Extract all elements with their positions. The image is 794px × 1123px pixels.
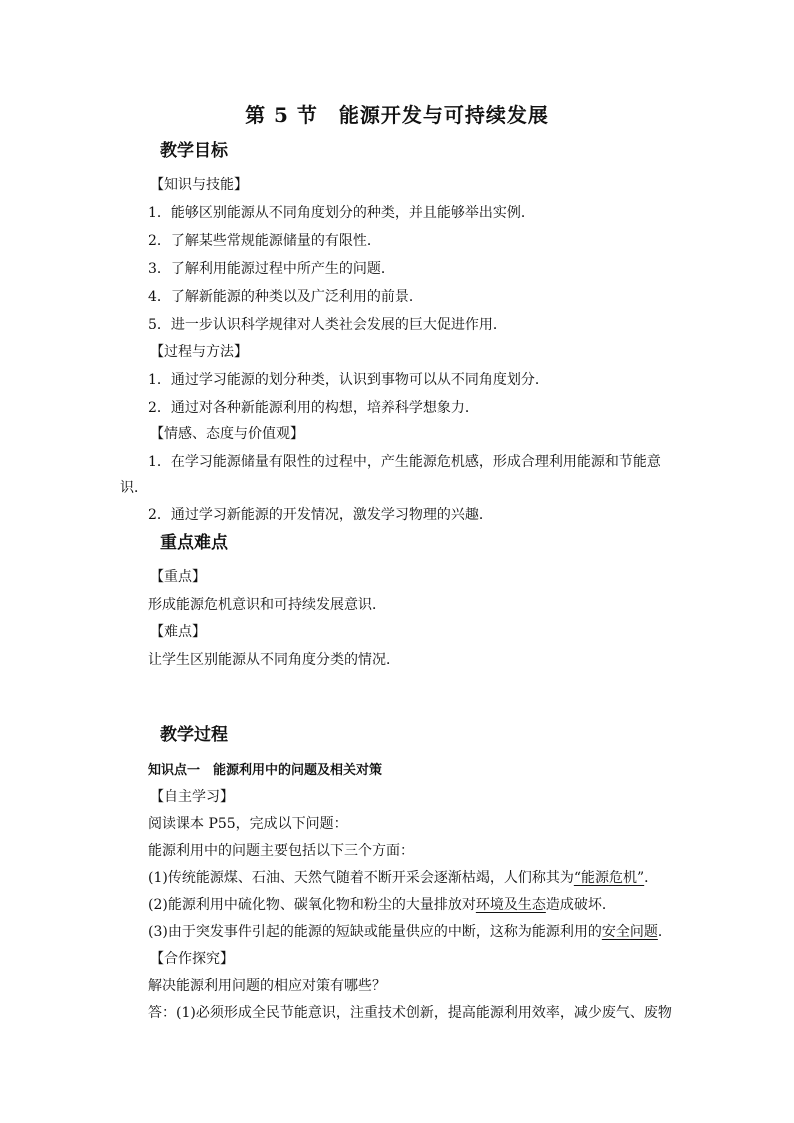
knowledge-item: 2．了解某些常规能源储量的有限性． <box>148 233 381 249</box>
process-heading: 教学过程 <box>160 725 228 745</box>
problem-1-end: ． <box>644 870 659 886</box>
key-text: 形成能源危机意识和可持续发展意识． <box>148 597 386 613</box>
problem-1 <box>148 869 658 887</box>
problem-3-text: (3)由于突发事件引起的能源的短缺或能量供应的中断，这称为能源利用的 <box>148 924 602 940</box>
problem-2-text: (2)能源利用中硫化物、碳氧化物和粉尘的大量排放对 <box>148 897 476 913</box>
emotion-item: 1．在学习能源储量有限性的过程中，产生能源危机感，形成合理利用能源和节能意 <box>148 454 661 470</box>
knowledge-item: 4．了解新能源的种类以及广泛利用的前景． <box>148 289 423 305</box>
question-text: 解决能源利用问题的相应对策有哪些？ <box>148 978 386 994</box>
answer-text: 答：(1)必须形成全民节能意识，注重技术创新，提高能源利用效率，减少废气、废物 <box>148 1005 672 1021</box>
knowledge-item: 1．能够区别能源从不同角度划分的种类，并且能够举出实例． <box>148 205 535 221</box>
process-item: 1．通过学习能源的划分种类，认识到事物可以从不同角度划分． <box>148 372 549 388</box>
problem-3 <box>148 923 672 941</box>
page-title: 第 5 节 能源开发与可持续发展 <box>245 103 549 127</box>
reading-instruction: 阅读课本 P55，完成以下问题： <box>148 816 348 832</box>
knowledge-item: 5．进一步认识科学规律对人类社会发展的巨大促进作用． <box>148 317 507 333</box>
knowledge-label: 【知识与技能】 <box>150 177 248 193</box>
problem-1-text: (1)传统能源煤、石油、天然气随着不断开采会逐渐枯竭，人们称其为 <box>148 870 574 886</box>
process-label: 【过程与方法】 <box>150 344 248 360</box>
problem-2 <box>148 896 616 914</box>
knowledge-item: 3．了解利用能源过程中所产生的问题． <box>148 261 395 277</box>
problem-3-answer: 安全问题 <box>601 924 658 940</box>
emotion-item: 2．通过学习新能源的开发情况，激发学习物理的兴趣． <box>148 507 493 523</box>
emotion-item-continuation: 识． <box>120 480 148 496</box>
emotion-label: 【情感、态度与价值观】 <box>150 426 304 442</box>
objectives-heading: 教学目标 <box>160 141 228 161</box>
problem-3-end: ． <box>657 924 672 940</box>
problem-2-end: 造成破坏． <box>545 897 616 913</box>
problems-intro: 能源利用中的问题主要包括以下三个方面： <box>148 843 414 859</box>
knowledge-point-title: 知识点一 能源利用中的问题及相关对策 <box>148 763 383 778</box>
difficulty-text: 让学生区别能源从不同角度分类的情况． <box>148 652 400 668</box>
difficulty-label: 【难点】 <box>150 624 206 640</box>
problem-2-answer: 环境及生态 <box>475 897 546 913</box>
problem-1-answer: “能源危机” <box>573 870 645 886</box>
key-label: 【重点】 <box>150 569 206 585</box>
keypoints-heading: 重点难点 <box>160 533 228 553</box>
cooperation-label: 【合作探究】 <box>150 951 234 967</box>
self-study-label: 【自主学习】 <box>150 789 234 805</box>
process-item: 2．通过对各种新能源利用的构想，培养科学想象力． <box>148 400 479 416</box>
